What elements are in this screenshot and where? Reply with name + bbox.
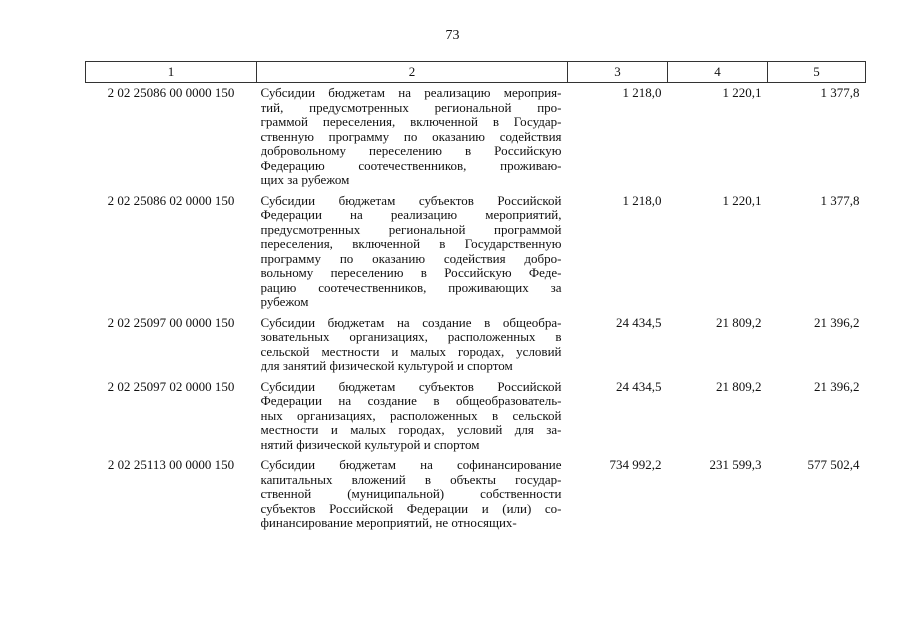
- description-line: добровольному переселению в Российскую: [260, 144, 562, 158]
- value-col-3: 24 434,5: [616, 378, 662, 394]
- value-col-5: 1 377,8: [820, 85, 860, 100]
- row-description: [257, 193, 568, 315]
- description-line: тий, предусмотренных региональной про-: [260, 100, 562, 115]
- value-col-3: 24 434,5: [616, 314, 662, 330]
- description-line: для занятий физической культурой и спортом: [260, 359, 513, 373]
- description-line: Субсидии бюджетам субъектов Российской: [260, 379, 562, 394]
- value-col-4: 21 809,2: [716, 378, 762, 394]
- description-line: местности и малых городах, условий для за-: [260, 423, 562, 437]
- description-line: Федерации на создание в общеобразователь-: [260, 394, 562, 408]
- description-line: Субсидии бюджетам субъектов Российской: [260, 193, 562, 208]
- description-line: программу по оказанию содействия добро-: [260, 251, 562, 266]
- budget-code: 2 02 25086 02 0000 150: [107, 192, 235, 208]
- description-line: Субсидии бюджетам на софинансирование: [260, 458, 562, 472]
- table-row: [86, 193, 866, 315]
- value-col-5: 577 502,4: [807, 457, 860, 472]
- row-description: [257, 315, 568, 379]
- table-row: [86, 457, 866, 536]
- description-line: вольному переселению в Российскую Феде-: [260, 266, 562, 280]
- description-line: граммой переселения, включенной в Государ-: [260, 115, 562, 129]
- table-row: [86, 315, 866, 379]
- value-col-5: 21 396,2: [814, 378, 860, 394]
- budget-code: 2 02 25086 00 0000 150: [107, 85, 235, 100]
- description-line: финансирование мероприятий, не относящих-: [260, 516, 517, 530]
- description-line: капитальных вложений в объекты государ-: [260, 472, 562, 487]
- value-col-4: 231 599,3: [709, 457, 762, 472]
- description-line: Федерации на реализацию мероприятий,: [260, 208, 562, 222]
- description-line: Субсидии бюджетам на реализацию мероприя-: [260, 86, 562, 100]
- budget-code: 2 02 25097 00 0000 150: [107, 314, 235, 330]
- budget-revenue-table: [85, 61, 866, 536]
- value-col-3: 734 992,2: [609, 457, 662, 472]
- description-line: ственной (муниципальной) собственности: [260, 487, 562, 501]
- column-header-5: 5: [768, 62, 866, 83]
- value-col-4: 21 809,2: [716, 314, 762, 330]
- row-description: [257, 83, 568, 193]
- description-line: Федерацию соотечественников, проживаю-: [260, 158, 562, 173]
- value-col-3: 1 218,0: [622, 85, 662, 100]
- header-row: [86, 62, 866, 83]
- column-header-3: 3: [568, 62, 668, 83]
- column-header-4: 4: [668, 62, 768, 83]
- description-line: зовательных организациях, расположенных в: [260, 330, 562, 344]
- column-header-1: 1: [86, 62, 257, 83]
- description-line: переселения, включенной в Государственную: [260, 237, 562, 251]
- table-header: [86, 62, 866, 83]
- table-row: [86, 379, 866, 458]
- value-col-5: 1 377,8: [820, 192, 860, 208]
- value-col-4: 1 220,1: [722, 192, 762, 208]
- value-col-5: 21 396,2: [814, 314, 860, 330]
- row-description: [257, 379, 568, 458]
- description-line: нятий физической культурой и спортом: [260, 437, 480, 452]
- column-header-2: 2: [257, 62, 568, 83]
- description-line: субъектов Российской Федерации и (или) со-: [260, 501, 562, 516]
- description-line: ственную программу по оказанию содействия: [260, 129, 562, 144]
- page-number: 73: [445, 28, 460, 43]
- description-line: ных организациях, расположенных в сельской: [260, 408, 562, 423]
- description-line: предусмотренных региональной программой: [260, 222, 562, 237]
- value-col-4: 1 220,1: [722, 85, 762, 100]
- description-line: сельской местности и малых городах, условий: [260, 344, 562, 359]
- table-row: [86, 83, 866, 193]
- description-line: рубежом: [260, 295, 309, 309]
- value-col-3: 1 218,0: [622, 192, 662, 208]
- description-line: щих за рубежом: [260, 173, 350, 187]
- table-body: [86, 83, 866, 536]
- description-line: Субсидии бюджетам на создание в общеобра-: [260, 315, 562, 330]
- row-description: [257, 457, 568, 536]
- description-line: рацию соотечественников, проживающих за: [260, 280, 562, 295]
- budget-code: 2 02 25097 02 0000 150: [107, 378, 235, 394]
- budget-code: 2 02 25113 00 0000 150: [107, 457, 235, 472]
